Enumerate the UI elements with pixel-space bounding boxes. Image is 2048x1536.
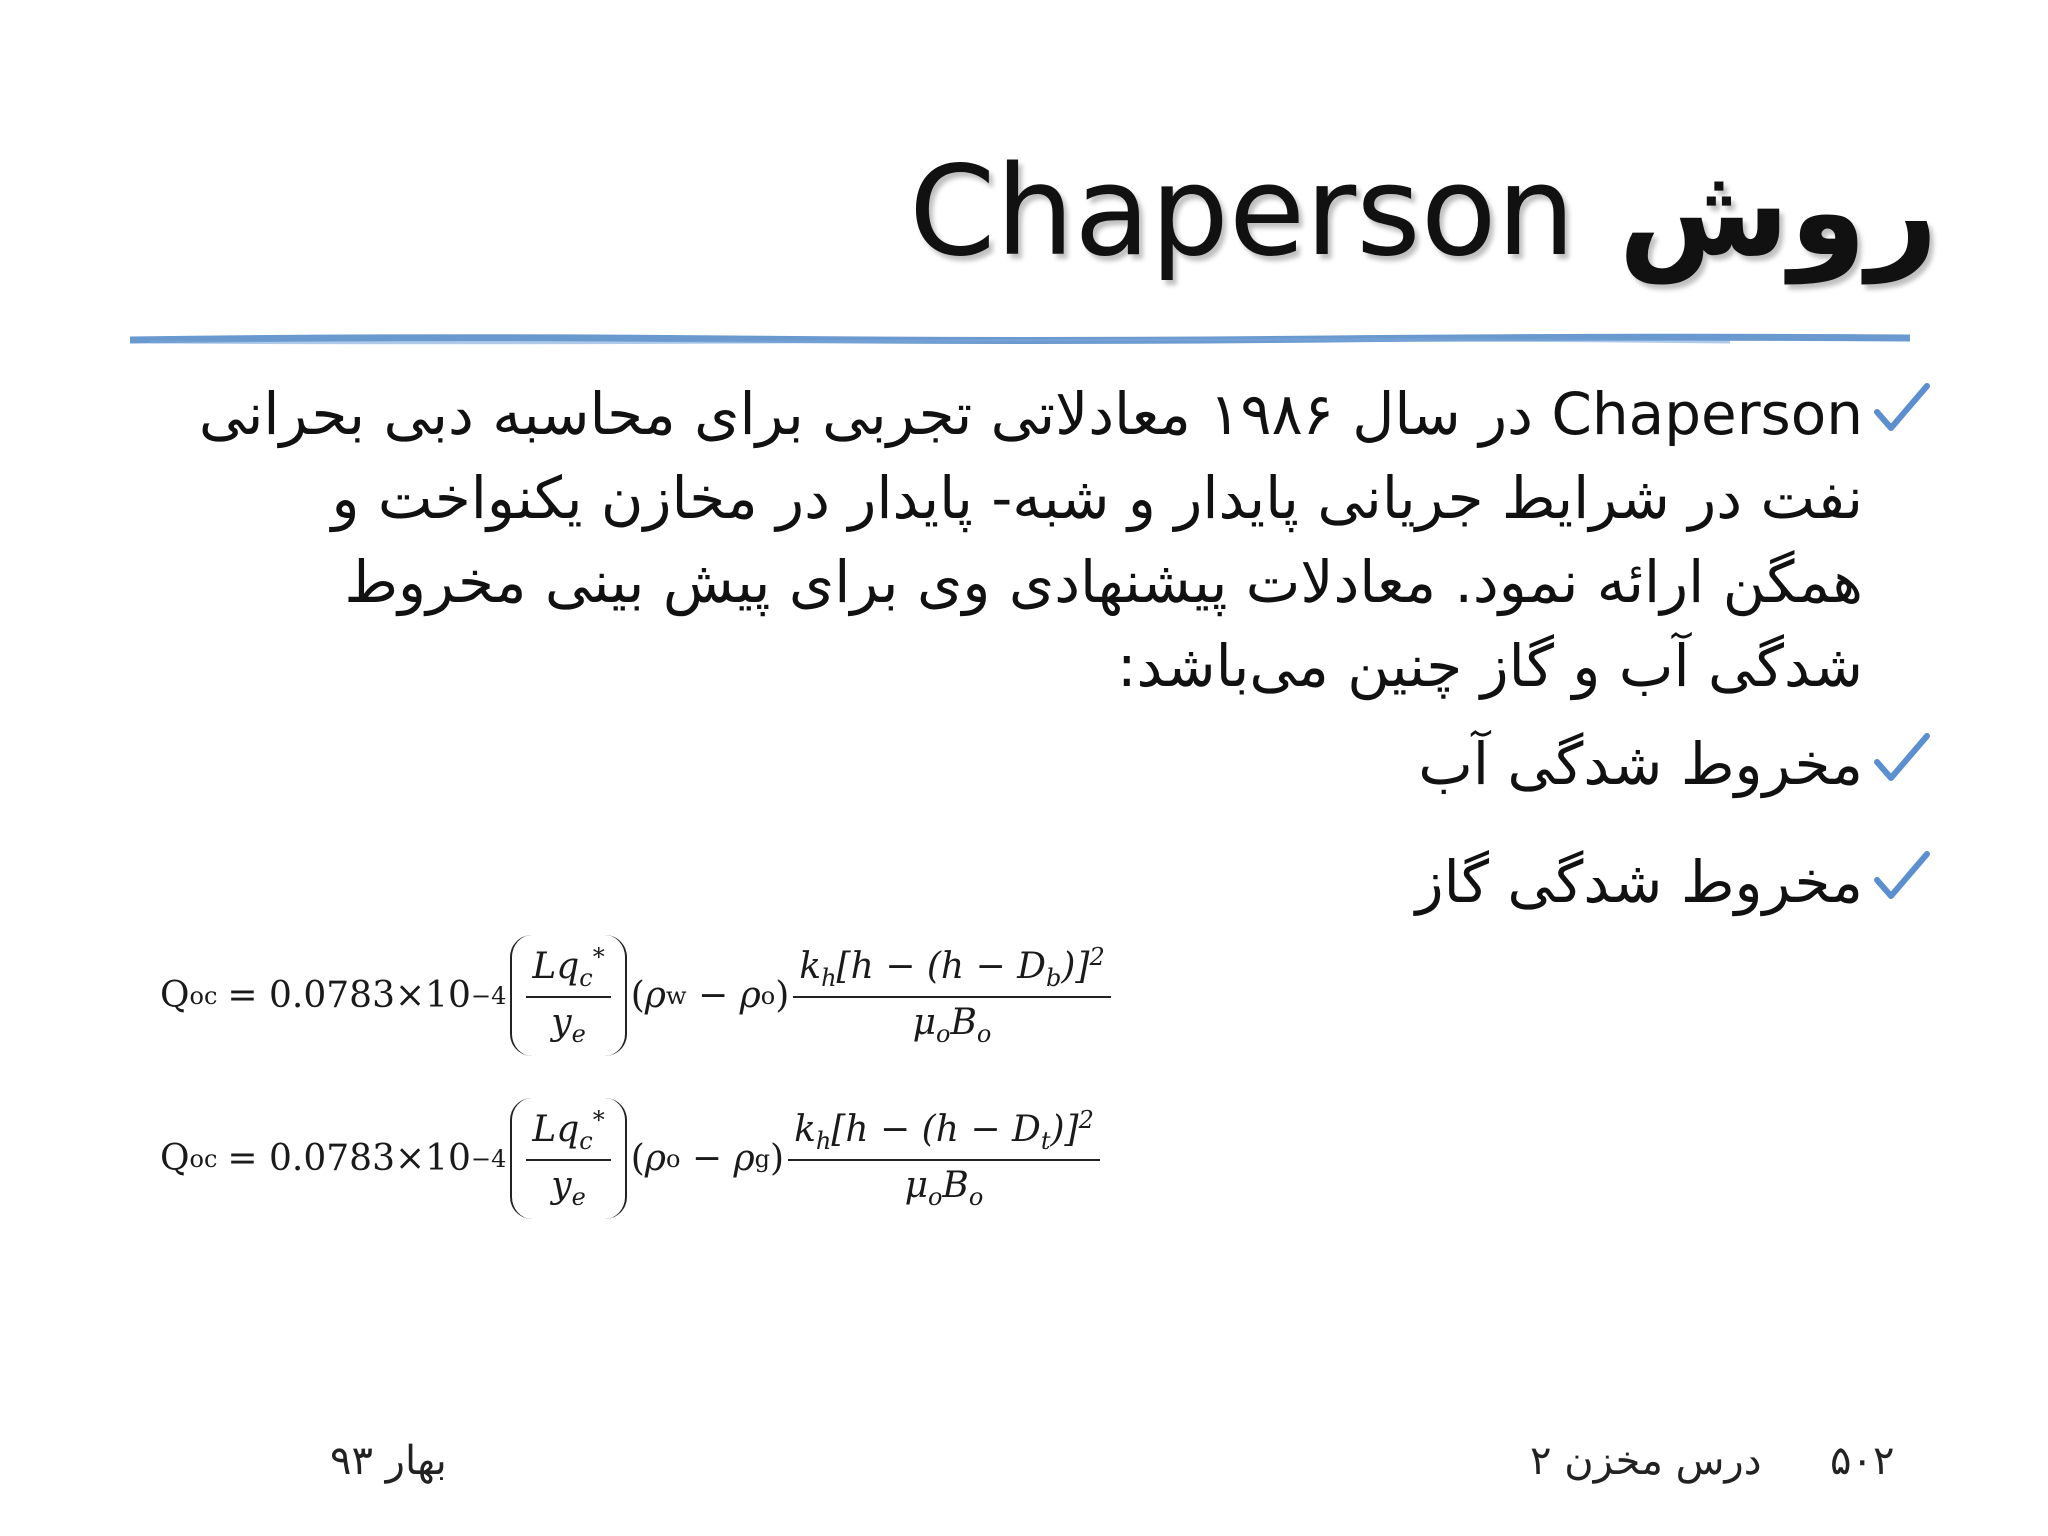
eq-paren-ratio: $\frac{Lq_c^*}{y_e}$ [510,935,626,1056]
check-icon [1869,726,1933,790]
bullet-text: مخروط شدگی گاز [1415,848,1863,916]
bullet-list [173,372,1933,958]
eq-lhs: Q [160,975,190,1017]
bullet-item [173,722,1933,806]
title-persian: روش [1618,140,1938,284]
footer-page-number: ۵۰۲ [1830,1438,1895,1484]
eq-exponent: −4 [470,981,507,1010]
footer-term: بهار ۹۳ [330,1438,447,1484]
check-icon [1869,844,1933,908]
eq-rho-b: ρ [739,975,761,1017]
eq-rho-a: ρ [644,1138,666,1180]
eq-d-sub: t [1040,1127,1051,1156]
eq-lhs-sub: oc [189,1144,218,1173]
eq-rho-b-sub: g [754,1144,771,1173]
eq-paren-ratio: $\frac{Lq_c^*}{y_e}$ [510,1098,626,1219]
eq-rho-a-sub: w [665,981,687,1010]
eq-coefficient: = 0.0783×10 [227,1138,471,1180]
title-divider [130,330,1910,350]
bullet-text: Chaperson در سال ۱۹۸۶ معادلاتی تجربی برای محاسبه دبی بحرانی نفت در شرایط جریانی پایدار و شبه- پایدار در مخازن یکنواخت و همگن ارائه نمود. معادلات پیشنهادی وی برای پیش بینی مخروط شدگی آب و گاز چنین می‌باشد: [198,380,1863,700]
eq-lhs: Q [160,1138,190,1180]
footer-course: درس مخزن ۲ [1530,1438,1762,1484]
slide-title [909,140,1938,284]
check-icon [1869,376,1933,440]
eq-rho-a: ρ [644,975,666,1017]
bullet-item [173,372,1933,708]
equation-gas-coning: Q oc = 0.0783×10 −4 $\frac{Lq_c^*}{y_e}$ ( ρ o − ρ g ) $\frac{k_h[h - (h - D_t)]^2}{\mu_oB_o}$ [160,1098,1104,1219]
eq-coefficient: = 0.0783×10 [227,975,471,1017]
eq-d-sub: b [1045,964,1062,993]
eq-rho-b-sub: o [760,981,776,1010]
title-latin: Chaperson [909,140,1576,284]
eq-lhs-sub: oc [189,981,218,1010]
equation-water-coning: Q oc = 0.0783×10 −4 $\frac{Lq_c^*}{y_e}$ ( ρ w − ρ o ) $\frac{k_h[h - (h - D_b)]^2}{\mu_oB_o}$ [160,935,1115,1056]
eq-rho-a-sub: o [665,1144,681,1173]
bullet-text: مخروط شدگی آب [1418,730,1863,798]
eq-exponent: −4 [470,1144,507,1173]
eq-rho-b: ρ [733,1138,755,1180]
bullet-item [173,840,1933,924]
